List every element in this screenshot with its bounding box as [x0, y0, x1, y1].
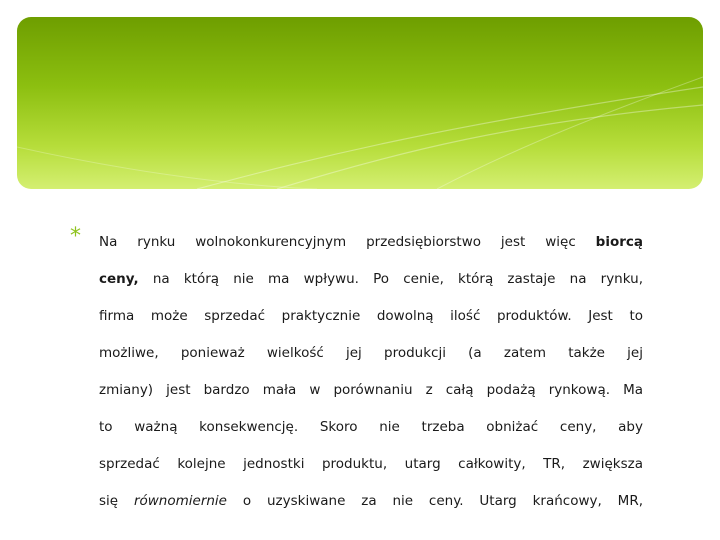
text-run: równomiernie [133, 493, 227, 509]
paragraph-text [99, 224, 643, 520]
text-run: możliwe, ponieważ wielkość jej produkcji (a zatem także jej [99, 345, 643, 361]
header-banner [17, 17, 703, 189]
text-run: to ważną konsekwencję. Skoro nie trzeba obniżać ceny, aby [99, 419, 643, 435]
text-run: na którą nie ma wpływu. Po cenie, którą zastaje na rynku, [138, 271, 643, 287]
text-line [99, 372, 643, 409]
text-run: biorcą [595, 234, 643, 250]
text-line [99, 446, 643, 483]
text-run: się [99, 493, 134, 509]
text-run: o uzyskiwane za nie ceny. Utarg krańcowy, MR, [227, 493, 643, 509]
decorative-curves [17, 17, 703, 189]
text-line [99, 335, 643, 372]
text-line [99, 483, 643, 520]
bullet-paragraph [70, 224, 650, 540]
text-line [99, 261, 643, 298]
text-run: Na rynku wolnokonkurencyjnym przedsiębiorstwo jest więc [99, 234, 596, 250]
text-run: firma może sprzedać praktycznie dowolną ilość produktów. Jest to [99, 308, 643, 324]
text-line [99, 409, 643, 446]
asterisk-bullet-icon: * [70, 224, 81, 249]
text-line [99, 298, 643, 335]
text-run: sprzedać kolejne jednostki produktu, utarg całkowity, TR, zwiększa [99, 456, 643, 472]
text-run: zmiany) jest bardzo mała w porównaniu z całą podażą rynkową. Ma [99, 382, 643, 398]
text-run: ceny, [99, 271, 139, 287]
text-line [99, 224, 643, 261]
